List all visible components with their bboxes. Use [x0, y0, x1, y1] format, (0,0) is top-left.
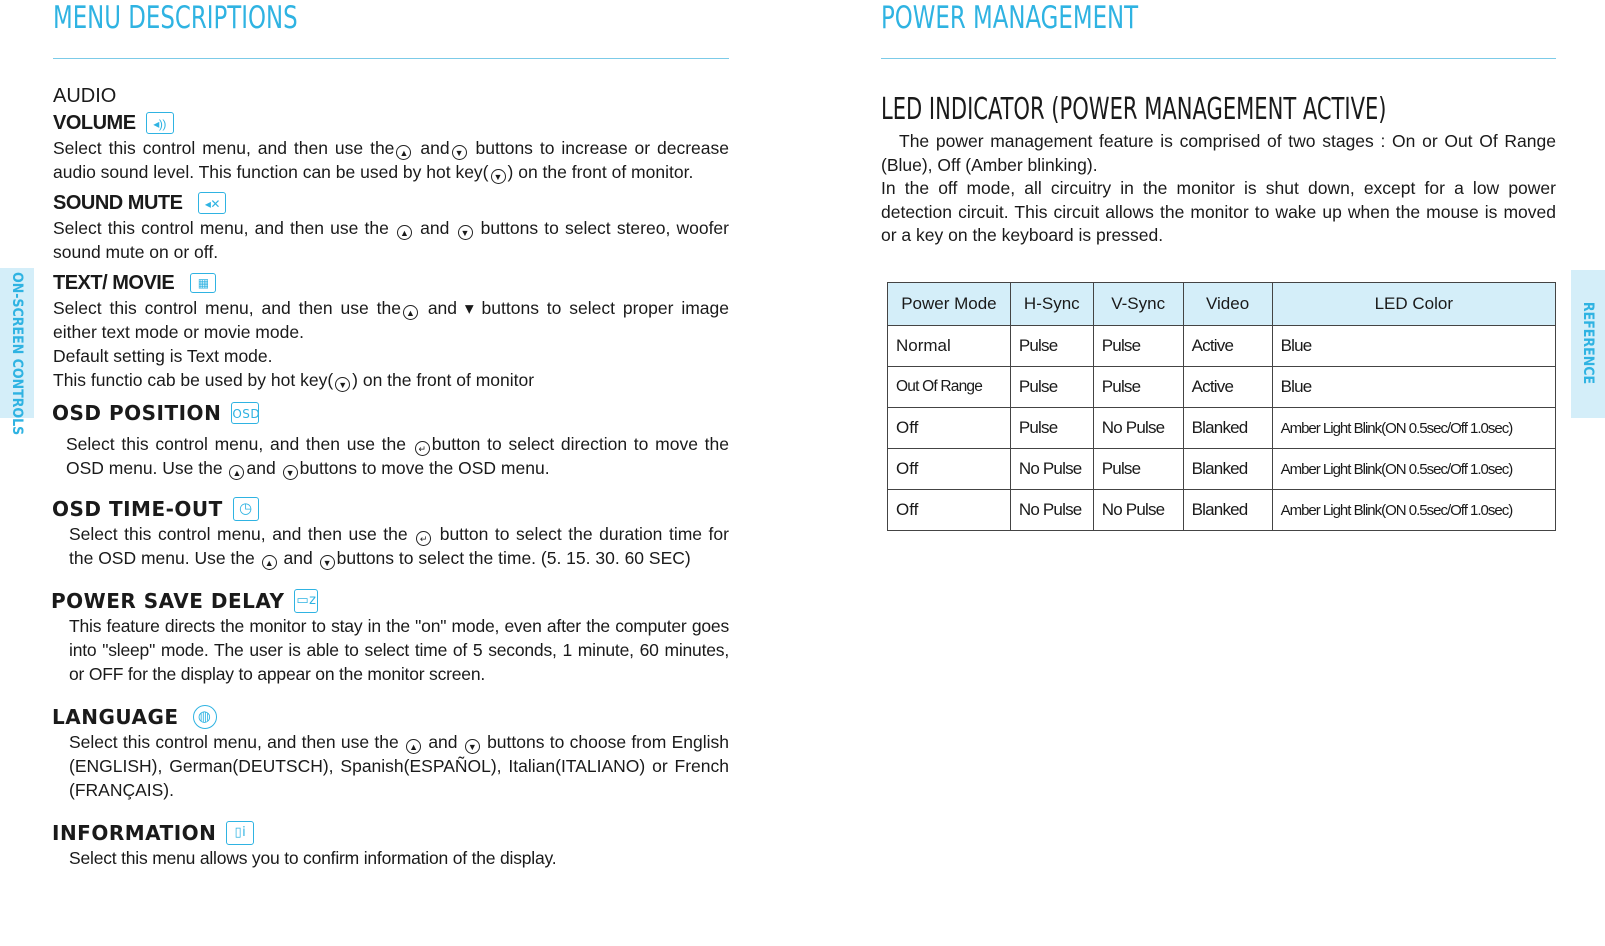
- language-text-1: Select this control menu, and then use the: [69, 732, 399, 752]
- osd-icon: OSD: [231, 402, 259, 424]
- sleep-icon: ▭z: [294, 589, 318, 613]
- osd-position-text-4: buttons to move the OSD menu.: [299, 458, 550, 478]
- cell-v-sync: Pulse: [1093, 449, 1183, 490]
- up-button-icon: ▲: [406, 739, 421, 754]
- cell-h-sync: No Pulse: [1010, 449, 1093, 490]
- cell-video: Blanked: [1183, 490, 1272, 531]
- power-management-section: [881, 92, 1556, 248]
- osd-position-text: [53, 432, 729, 480]
- volume-title: [53, 110, 729, 136]
- cell-video: Blanked: [1183, 408, 1272, 449]
- language-text-3: buttons to choose from English (ENGLISH), German(DEUTSCH), Spanish(ESPAÑOL), Italian(ITALIANO) or French (FRANÇAIS).: [69, 732, 729, 800]
- cell-led-color: Blue: [1272, 367, 1555, 408]
- on-screen-controls-tab-label: ON-SCREEN CONTROLS: [9, 272, 25, 436]
- reference-tab: [1571, 270, 1605, 418]
- down-button-icon: ▼: [458, 225, 473, 240]
- text-movie-hotkey-2: ) on the front of monitor: [352, 370, 535, 390]
- table-row: [888, 367, 1556, 408]
- information-title: [52, 820, 729, 846]
- sound-mute-text-3: buttons to select stereo, woofer sound mute on or off.: [53, 218, 729, 262]
- enter-button-icon: ↵: [415, 441, 430, 456]
- menu-descriptions-header: MENU DESCRIPTIONS: [53, 0, 298, 36]
- header-power-mode: Power Mode: [888, 283, 1011, 326]
- sound-mute-text-2: and: [420, 218, 450, 238]
- table-row: [888, 408, 1556, 449]
- information-text: Select this menu allows you to confirm information of the display.: [69, 848, 557, 868]
- osd-position-text-2: button to select direction to move the OSD menu. Use the: [66, 434, 729, 478]
- cell-power-mode: Off: [888, 449, 1011, 490]
- header-v-sync: V-Sync: [1093, 283, 1183, 326]
- up-button-icon: ▲: [403, 305, 418, 320]
- volume-title-text: VOLUME: [53, 112, 136, 134]
- cell-video: Active: [1183, 367, 1272, 408]
- cell-led-color: Amber Light Blink(ON 0.5sec/Off 1.0sec): [1272, 449, 1555, 490]
- down-button-icon: ▼: [452, 145, 467, 160]
- text-movie-hotkey-1: This functio cab be used by hot key(: [53, 370, 334, 390]
- osd-timeout-text-3: and: [283, 548, 313, 568]
- information-title-text: INFORMATION: [52, 821, 217, 845]
- right-divider: [881, 58, 1556, 59]
- left-divider: [53, 58, 729, 59]
- down-button-icon: ▼: [320, 555, 335, 570]
- up-button-icon: ▲: [262, 555, 277, 570]
- volume-text-2: and: [420, 138, 450, 158]
- down-button-icon: ▼: [491, 169, 506, 184]
- power-save-title-text: POWER SAVE DELAY: [51, 589, 285, 613]
- table-row: [888, 490, 1556, 531]
- speaker-icon: ◂)): [146, 112, 174, 134]
- power-mode-table: [887, 282, 1556, 531]
- sound-mute-title: [53, 190, 729, 216]
- led-paragraph-2: In the off mode, all circuitry in the monitor is shut down, except for a low power detection circuit. This circuit allows the monitor to wake up when the mouse is moved or a key on the keyboard is pressed.: [881, 178, 1556, 245]
- osd-position-text-3: and: [246, 458, 276, 478]
- cell-power-mode: Normal: [888, 326, 1011, 367]
- mute-icon: ◂✕: [198, 192, 226, 214]
- cell-h-sync: Pulse: [1010, 367, 1093, 408]
- cell-video: Blanked: [1183, 449, 1272, 490]
- osd-position-text-1: Select this control menu, and then use the: [66, 434, 406, 454]
- cell-led-color: Amber Light Blink(ON 0.5sec/Off 1.0sec): [1272, 490, 1555, 531]
- sound-mute-text-1: Select this control menu, and then use the: [53, 218, 389, 238]
- language-title: [52, 704, 729, 730]
- text-movie-text-2: and ▾ buttons to select proper image either text mode or movie mode.: [53, 298, 729, 342]
- audio-heading: AUDIO: [53, 85, 117, 107]
- text-movie-title: [53, 270, 729, 296]
- text-movie-hotkey: [53, 368, 729, 392]
- osd-timeout-text-1: Select this control menu, and then use the: [69, 524, 408, 544]
- cell-h-sync: No Pulse: [1010, 490, 1093, 531]
- language-text: [53, 730, 729, 802]
- osd-timeout-text-4: buttons to select the time. (5. 15. 30. 60 SEC): [336, 548, 691, 568]
- cell-v-sync: Pulse: [1093, 326, 1183, 367]
- menu-descriptions: [53, 84, 729, 870]
- header-video: Video: [1183, 283, 1272, 326]
- volume-text-1: Select this control menu, and then use the: [53, 138, 395, 158]
- osd-timeout-title-text: OSD TIME-OUT: [52, 497, 223, 521]
- cell-h-sync: Pulse: [1010, 408, 1093, 449]
- globe-icon: ◍: [193, 705, 217, 729]
- table-row: [888, 326, 1556, 367]
- text-movie-text: [53, 296, 729, 344]
- book-icon: ▯i: [226, 821, 254, 845]
- language-text-2: and: [428, 732, 458, 752]
- power-save-title: [51, 588, 729, 614]
- table-row: [888, 449, 1556, 490]
- screen-icon: ▦: [190, 273, 216, 293]
- text-movie-title-text: TEXT/ MOVIE: [53, 272, 175, 294]
- cell-led-color: Amber Light Blink(ON 0.5sec/Off 1.0sec): [1272, 408, 1555, 449]
- cell-h-sync: Pulse: [1010, 326, 1093, 367]
- up-button-icon: ▲: [396, 145, 411, 160]
- volume-text: [53, 136, 729, 184]
- osd-position-title-text: OSD POSITION: [52, 401, 222, 425]
- down-button-icon: ▼: [283, 465, 298, 480]
- up-button-icon: ▲: [229, 465, 244, 480]
- osd-timeout-title: [52, 496, 729, 522]
- table-header-row: [888, 283, 1556, 326]
- cell-power-mode: Off: [888, 408, 1011, 449]
- on-screen-controls-tab: [0, 268, 34, 436]
- led-paragraph-1: The power management feature is comprised of two stages : On or Out Of Range (Blue), Off (Amber blinking).: [881, 131, 1556, 175]
- osd-position-title: [52, 400, 729, 426]
- language-title-text: LANGUAGE: [52, 705, 179, 729]
- header-h-sync: H-Sync: [1010, 283, 1093, 326]
- cell-power-mode: Out Of Range: [888, 367, 1011, 408]
- text-movie-default: Default setting is Text mode.: [53, 346, 273, 366]
- cell-v-sync: No Pulse: [1093, 408, 1183, 449]
- sound-mute-text: [53, 216, 729, 264]
- sound-mute-title-text: SOUND MUTE: [53, 192, 183, 214]
- cell-led-color: Blue: [1272, 326, 1555, 367]
- osd-timeout-text-2: button to select the duration time for the OSD menu. Use the: [69, 524, 729, 568]
- header-led-color: LED Color: [1272, 283, 1555, 326]
- cell-v-sync: No Pulse: [1093, 490, 1183, 531]
- power-save-text: This feature directs the monitor to stay in the "on" mode, even after the computer goes into "sleep" mode. The user is able to select time of 5 seconds, 1 minute, 60 minutes, or OFF for the display to appear on the monitor screen.: [69, 616, 729, 684]
- cell-v-sync: Pulse: [1093, 367, 1183, 408]
- reference-tab-label: REFERENCE: [1580, 301, 1596, 385]
- osd-timeout-text: [53, 522, 729, 570]
- led-indicator-title: LED INDICATOR (POWER MANAGEMENT ACTIVE): [881, 92, 1387, 127]
- text-movie-text-1: Select this control menu, and then use the: [53, 298, 401, 318]
- volume-text-3: buttons to increase or decrease audio sound level. This function can be used by hot key(: [53, 138, 729, 182]
- cell-power-mode: Off: [888, 490, 1011, 531]
- down-button-icon: ▼: [465, 739, 480, 754]
- enter-button-icon: ↵: [416, 531, 431, 546]
- volume-text-4: ) on the front of monitor.: [507, 162, 694, 182]
- power-management-header: POWER MANAGEMENT: [881, 0, 1139, 36]
- clock-icon: ◷: [233, 497, 259, 521]
- up-button-icon: ▲: [397, 225, 412, 240]
- cell-video: Active: [1183, 326, 1272, 367]
- down-button-icon: ▼: [335, 377, 350, 392]
